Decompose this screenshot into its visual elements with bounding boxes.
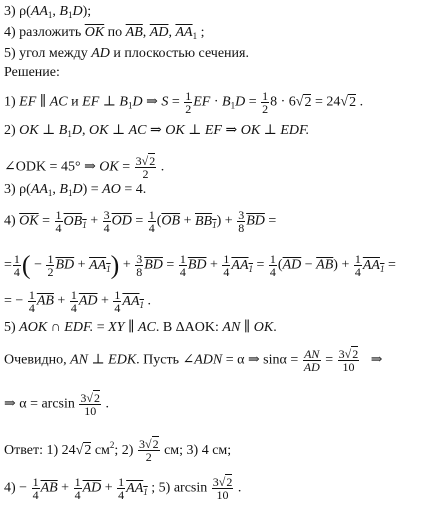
radicand: 2 — [152, 437, 159, 452]
den: 10 — [212, 488, 234, 501]
answer-line — [4, 437, 231, 463]
num — [212, 476, 234, 488]
text: · — [210, 94, 223, 110]
den: 2 — [185, 102, 192, 116]
sub: 1 — [67, 188, 73, 198]
fraction — [269, 253, 277, 278]
var: B — [222, 94, 231, 110]
den: 4 — [74, 488, 81, 502]
text: . Пусть ∠ — [136, 352, 195, 368]
text: ⇒ — [221, 123, 241, 138]
var: AA — [30, 4, 48, 19]
den: 2 — [47, 265, 54, 279]
vector: $\overline{AD}$ — [149, 25, 169, 40]
sqrt-sign: √ — [295, 94, 304, 110]
sqrt-sign: √ — [75, 443, 84, 458]
text: AA — [122, 293, 140, 309]
sqrt-sign: √ — [344, 347, 352, 361]
text: = — [93, 320, 109, 335]
text: Очевидно, — [4, 352, 71, 368]
text: = — [384, 257, 396, 273]
text: = — [321, 352, 337, 368]
text: , — [52, 4, 60, 19]
fraction — [113, 289, 121, 314]
num: 1 — [354, 252, 361, 266]
num: 1 — [118, 475, 125, 489]
vector: $\overline{BD}$ — [144, 257, 163, 273]
vector: $\overline{AD}$ — [78, 293, 98, 309]
sub: 1 — [127, 100, 133, 111]
sub: 1 — [379, 263, 385, 274]
num: 1 — [28, 288, 35, 302]
sub: 1 — [82, 219, 87, 230]
text: 5) угол между — [4, 46, 92, 61]
text: + — [180, 213, 195, 229]
den: 4 — [13, 265, 20, 279]
text: . — [101, 396, 109, 412]
fraction — [28, 289, 36, 314]
fraction — [212, 476, 234, 501]
radicand: 2 — [84, 443, 92, 458]
text: 2) — [4, 123, 20, 138]
text: + — [221, 213, 237, 229]
text: 5) — [4, 320, 20, 335]
den: 10 — [79, 404, 101, 417]
num — [79, 392, 101, 404]
solution-step-4-cont — [4, 250, 396, 280]
radicand: 2 — [149, 154, 156, 168]
num: 1 — [55, 208, 62, 222]
text: Ответ: 1) 24 — [4, 443, 76, 458]
solution-step-1 — [4, 90, 363, 115]
paren: ( — [21, 250, 31, 280]
radicand: 2 — [93, 391, 100, 405]
solution-heading — [4, 65, 60, 81]
text: 4) разложить — [4, 25, 85, 40]
var: AN — [222, 320, 241, 335]
solution-angle-line — [4, 155, 164, 180]
text: 3 — [138, 437, 145, 452]
sub: 1 — [47, 188, 53, 198]
num — [138, 438, 160, 450]
fraction — [74, 476, 82, 501]
text: см — [91, 443, 110, 458]
sub: 1 — [230, 100, 236, 111]
var: XY — [108, 320, 125, 335]
var: EDK — [108, 352, 137, 368]
text: . — [234, 480, 242, 496]
vector: $\overline{AA}$ — [175, 25, 193, 40]
text: 3 — [80, 391, 87, 405]
fraction — [46, 253, 54, 278]
vector: $\overline{BD}$ — [55, 257, 75, 273]
var: D — [71, 123, 82, 138]
den: 4 — [223, 265, 230, 279]
var: AC — [49, 94, 68, 110]
text: 3 — [338, 347, 345, 361]
text: = — [162, 257, 178, 273]
fraction — [303, 348, 321, 373]
text: = — [168, 94, 184, 110]
text: ⊥ — [99, 94, 120, 110]
radicand: 2 — [352, 347, 359, 361]
var: B — [59, 4, 68, 19]
text: ⊥ — [260, 123, 281, 138]
den: 4 — [103, 221, 110, 235]
var: D — [72, 182, 83, 197]
fraction — [70, 289, 78, 314]
vector: $\overline{AD}$ — [282, 257, 302, 273]
den: 4 — [269, 265, 276, 279]
num — [135, 155, 157, 167]
vector: $\overline{OK}$ — [19, 213, 39, 229]
num: 3 — [103, 208, 110, 222]
vector: $\overline{AB}$ — [125, 25, 143, 40]
solution-step-2 — [4, 123, 309, 142]
text: = — [245, 94, 261, 110]
vector — [195, 214, 217, 229]
fraction — [13, 253, 21, 278]
den: 10 — [338, 360, 360, 373]
var: AO — [102, 182, 121, 197]
den: 2 — [135, 167, 157, 180]
text: . — [157, 159, 165, 175]
den: 4 — [114, 301, 121, 315]
num: 1 — [185, 89, 192, 103]
text: = — [253, 257, 268, 273]
sub: 1 — [212, 219, 217, 230]
radicand: 2 — [304, 94, 312, 110]
text: = 24 — [311, 94, 341, 110]
text: ⇒ α = arcsin — [4, 396, 79, 412]
num: 1 — [179, 252, 186, 266]
vector — [122, 294, 144, 309]
radicand: 2 — [226, 475, 233, 489]
task-line-4 — [4, 25, 204, 44]
sub: 1 — [67, 10, 73, 20]
num: 1 — [13, 252, 20, 266]
text: ∠ODK = 45° — [4, 159, 81, 175]
text: AA — [362, 257, 380, 273]
num: 1 — [148, 208, 155, 222]
paren: ) — [110, 250, 120, 280]
fraction — [32, 476, 40, 501]
solution-step-5-angle — [4, 348, 382, 373]
text: 3) ρ( — [4, 4, 31, 19]
fraction — [222, 253, 230, 278]
den: 4 — [179, 265, 186, 279]
fraction — [261, 90, 269, 115]
text: . — [273, 320, 277, 335]
var: D — [132, 94, 143, 110]
var: EF — [19, 94, 37, 110]
text: + — [57, 480, 73, 496]
vector: $\overline{AB}$ — [40, 480, 58, 496]
text: ); — [82, 4, 92, 19]
var: AC — [128, 123, 147, 138]
den: 4 — [70, 301, 77, 315]
sqrt-sign: √ — [144, 437, 152, 452]
text: по — [104, 25, 126, 40]
text: ∩ — [47, 320, 65, 335]
var: OK — [240, 123, 261, 138]
text: ; 5) arcsin — [147, 480, 211, 496]
fraction — [138, 438, 160, 463]
sqrt-sign: √ — [340, 94, 349, 110]
fraction — [354, 253, 362, 278]
var: S — [161, 94, 169, 110]
text: ⇒ — [80, 159, 100, 175]
fraction — [179, 253, 187, 278]
var: EF — [82, 94, 100, 110]
den: AD — [303, 360, 320, 374]
text: AA — [89, 257, 107, 273]
text: , — [52, 182, 60, 197]
text: 4) — [4, 213, 20, 229]
sub: 1 — [47, 10, 53, 20]
num: 3 — [136, 252, 143, 266]
text: , — [81, 123, 89, 138]
vector — [126, 481, 148, 496]
var: OK — [88, 123, 109, 138]
text: − — [301, 257, 317, 273]
task-line-3 — [4, 4, 91, 23]
text: + — [206, 257, 222, 273]
text: 3 — [212, 475, 219, 489]
sub: 1 — [139, 299, 145, 310]
text: . В ΔAOK: — [155, 320, 223, 335]
text: = — [131, 213, 147, 229]
den: 4 — [32, 488, 39, 502]
fraction — [55, 209, 63, 234]
radicand: 2 — [349, 94, 357, 110]
vector: $\overline{OK}$ — [84, 25, 105, 40]
den: 4 — [148, 221, 155, 235]
text: ∥ — [124, 320, 138, 335]
text: ⇒ — [360, 352, 383, 368]
vector: $\overline{BD}$ — [187, 257, 207, 273]
text: ; — [197, 25, 205, 40]
text: = — [4, 293, 12, 309]
text: AA — [126, 480, 144, 496]
text: = — [264, 213, 277, 229]
paren: ( — [277, 257, 283, 273]
var: EDF. — [64, 320, 94, 335]
var: AN — [70, 352, 88, 368]
text: + — [53, 293, 69, 309]
den: 4 — [118, 488, 125, 502]
text: 1) — [4, 94, 20, 110]
vector — [89, 258, 111, 273]
fraction — [103, 209, 111, 234]
text: ) = — [82, 182, 103, 197]
text: и плоскостью сечения. — [109, 46, 249, 61]
den: 8 — [238, 221, 245, 235]
text: , — [168, 25, 176, 40]
vector — [231, 258, 253, 273]
var: OK — [253, 320, 274, 335]
text: ⇒ — [142, 94, 162, 110]
num: 1 — [262, 89, 269, 103]
var: B — [119, 94, 128, 110]
text: 3) ρ( — [4, 182, 31, 197]
text: 3 — [135, 154, 142, 168]
var: D — [72, 4, 83, 19]
heading-text: Решение: — [4, 65, 60, 80]
num — [338, 348, 360, 360]
den: 4 — [28, 301, 35, 315]
text: , — [142, 25, 150, 40]
vector: $\overline{OD}$ — [111, 213, 132, 229]
paren: ) — [216, 213, 222, 229]
var: OK — [19, 123, 39, 138]
num: 1 — [32, 475, 39, 489]
text: ∥ — [240, 320, 254, 335]
superscript: 2 — [109, 440, 115, 450]
text: = — [38, 213, 54, 229]
sub: 1 — [67, 129, 72, 139]
text: см; 3) 4 см; — [160, 443, 232, 458]
paren: ) — [333, 257, 338, 273]
text: + — [97, 293, 113, 309]
vector — [363, 258, 385, 273]
text: = 4. — [120, 182, 147, 197]
var: ADN — [194, 352, 223, 368]
fraction — [237, 209, 245, 234]
paren: ( — [156, 213, 162, 229]
num: 1 — [70, 288, 77, 302]
vector: $\overline{BD}$ — [246, 213, 265, 229]
sqrt-sign: √ — [141, 154, 149, 168]
text: ; 2) — [114, 443, 137, 458]
var: OK — [99, 159, 119, 175]
fraction — [135, 253, 143, 278]
var: EF — [193, 94, 211, 110]
task-line-5 — [4, 46, 249, 62]
num: AN — [304, 347, 320, 361]
num: 1 — [269, 252, 276, 266]
den: 4 — [55, 221, 62, 235]
var: AOK — [19, 320, 48, 335]
sub: 1 — [248, 263, 254, 274]
sqrt-sign: √ — [218, 475, 226, 489]
solution-alpha — [4, 392, 109, 417]
text: + — [337, 257, 353, 273]
text: = α ⇒ sinα = — [222, 352, 302, 368]
var: OK — [165, 123, 185, 138]
var: AA — [30, 182, 48, 197]
var: D — [235, 94, 246, 110]
text: + — [119, 257, 135, 273]
sub: 1 — [192, 31, 198, 41]
text: = — [118, 159, 134, 175]
num: 1 — [74, 475, 81, 489]
text: 8 · 6 — [270, 94, 296, 110]
solution-step-4 — [4, 209, 276, 234]
text: OB — [63, 213, 83, 229]
den: 2 — [262, 102, 269, 116]
text: + — [86, 213, 102, 229]
text: ⊥ — [38, 123, 59, 138]
text: + — [101, 480, 117, 496]
var: B — [59, 182, 68, 197]
var: EF — [204, 123, 222, 138]
den: 8 — [136, 265, 143, 279]
text: ∥ — [36, 94, 50, 110]
text: + — [74, 257, 90, 273]
num: 1 — [114, 288, 121, 302]
var: AC — [137, 320, 156, 335]
solution-step-4-result — [4, 289, 151, 314]
text: ⇒ — [146, 123, 166, 138]
text: . — [144, 293, 152, 309]
sub: 1 — [106, 263, 111, 274]
den: 2 — [138, 450, 160, 463]
solution-step-5 — [4, 320, 277, 336]
den: 4 — [354, 265, 361, 279]
text: 4) − — [4, 480, 31, 496]
vector — [64, 214, 87, 229]
text: BB — [195, 213, 213, 229]
vector: $\overline{AB}$ — [316, 257, 334, 273]
fraction — [117, 476, 125, 501]
var: B — [58, 123, 68, 138]
sqrt-sign: √ — [86, 391, 93, 405]
num: 1 — [47, 252, 54, 266]
text: AA — [231, 257, 249, 273]
answer-line-2 — [4, 476, 241, 501]
num: 3 — [238, 208, 245, 222]
var: AD — [91, 46, 110, 61]
text: − — [11, 293, 27, 309]
vector: $\overline{AB}$ — [36, 293, 54, 309]
fraction — [184, 90, 192, 115]
solution-step-3 — [4, 182, 146, 201]
text: . — [356, 94, 364, 110]
text: − — [30, 257, 46, 273]
fraction — [135, 155, 157, 180]
vector: $\overline{AD}$ — [82, 480, 102, 496]
sub: 1 — [143, 486, 148, 497]
text: = — [4, 257, 12, 273]
fraction — [338, 348, 360, 373]
text: и — [67, 94, 83, 110]
fraction — [79, 392, 101, 417]
fraction — [148, 209, 156, 234]
text: ⊥ — [87, 352, 109, 368]
num: 1 — [223, 252, 230, 266]
var: EDF. — [280, 123, 310, 138]
text: ⊥ — [108, 123, 129, 138]
text: ⊥ — [184, 123, 205, 138]
vector: $\overline{OB}$ — [161, 213, 181, 229]
